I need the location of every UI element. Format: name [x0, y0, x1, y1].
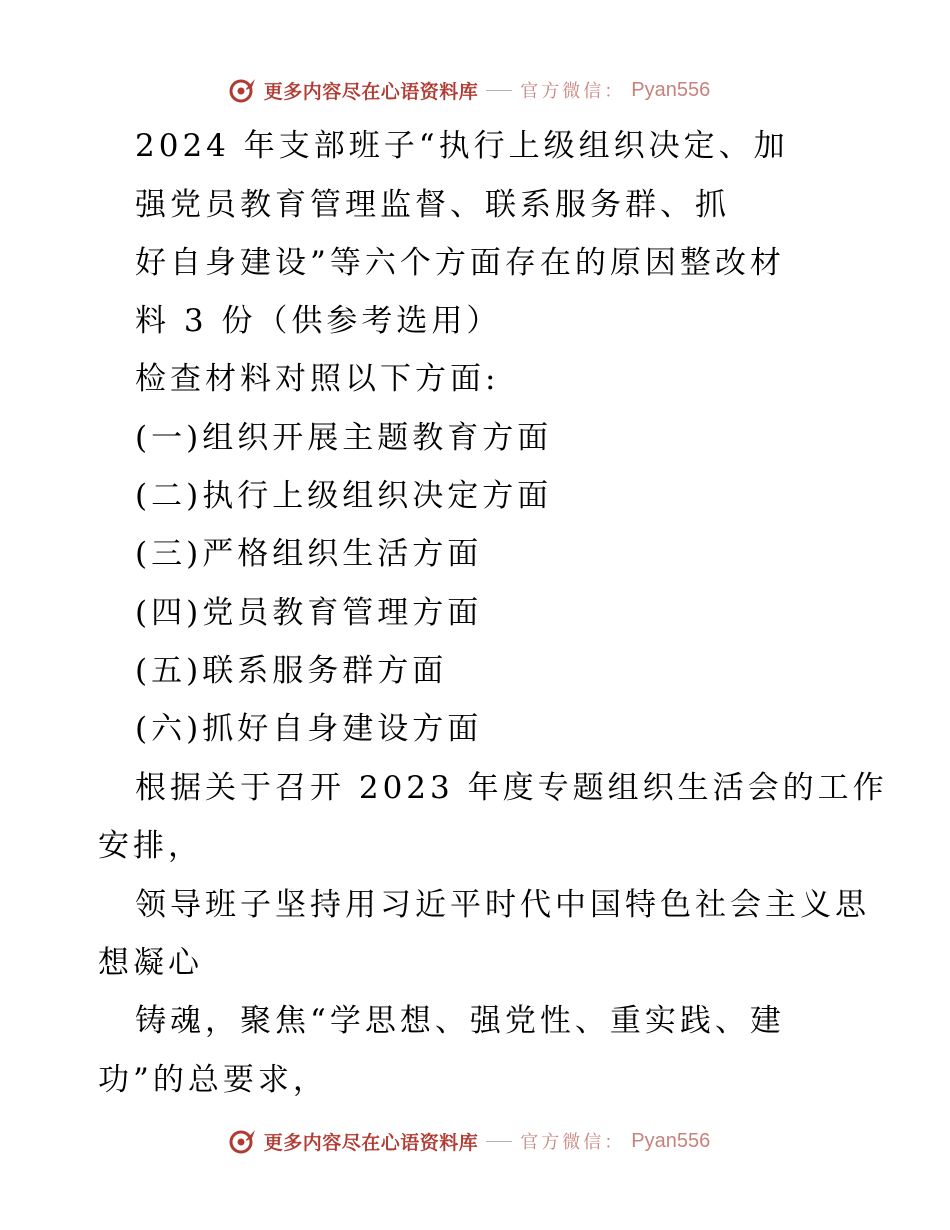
footer-banner-content — [228, 1126, 710, 1156]
list-item-3: (三)严格组织生活方面 — [135, 536, 483, 572]
header-wechat-label: 官方微信： — [520, 81, 626, 102]
list-item-4: (四)党员教育管理方面 — [135, 595, 483, 631]
footer-wechat-label: 官方微信： — [520, 1132, 626, 1153]
header-banner-content — [228, 75, 710, 105]
body-line-2: 安排， — [98, 828, 203, 864]
header-banner-text: 更多内容尽在心语资料库 — [263, 80, 479, 103]
list-item-2: (二)执行上级组织决定方面 — [135, 478, 553, 514]
footer-banner-text: 更多内容尽在心语资料库 — [263, 1131, 479, 1154]
intro-line: 检查材料对照以下方面: — [135, 361, 500, 397]
body-line-5: 铸魂，聚焦“学思想、强党性、重实践、建 — [135, 1003, 785, 1039]
quill-logo-icon — [228, 75, 258, 105]
footer-wechat-id: Pyan556 — [631, 1129, 711, 1152]
header-banner — [0, 73, 950, 107]
list-item-6: (六)抓好自身建设方面 — [135, 711, 483, 747]
title-line-4: 料 3 份（供参考选用） — [135, 303, 502, 339]
title-line-3: 好自身建设”等六个方面存在的原因整改材 — [135, 245, 785, 281]
body-line-4: 想凝心 — [98, 945, 203, 981]
title-line-2: 强党员教育管理监督、联系服务群、抓 — [135, 187, 730, 223]
footer-banner — [0, 1124, 950, 1158]
body-line-1: 根据关于召开 2023 年度专题组织生活会的工作 — [135, 770, 888, 806]
quill-logo-icon — [228, 1126, 258, 1156]
list-item-5: (五)联系服务群方面 — [135, 653, 448, 689]
body-line-3: 领导班子坚持用习近平时代中国特色社会主义思 — [135, 887, 870, 923]
body-line-6: 功”的总要求， — [98, 1062, 328, 1098]
header-banner-separator — [486, 90, 512, 91]
list-item-1: (一)组织开展主题教育方面 — [135, 420, 553, 456]
footer-banner-separator — [486, 1141, 512, 1142]
title-line-1: 2024 年支部班子“执行上级组织决定、加 — [135, 128, 789, 164]
header-wechat-id: Pyan556 — [631, 78, 711, 101]
